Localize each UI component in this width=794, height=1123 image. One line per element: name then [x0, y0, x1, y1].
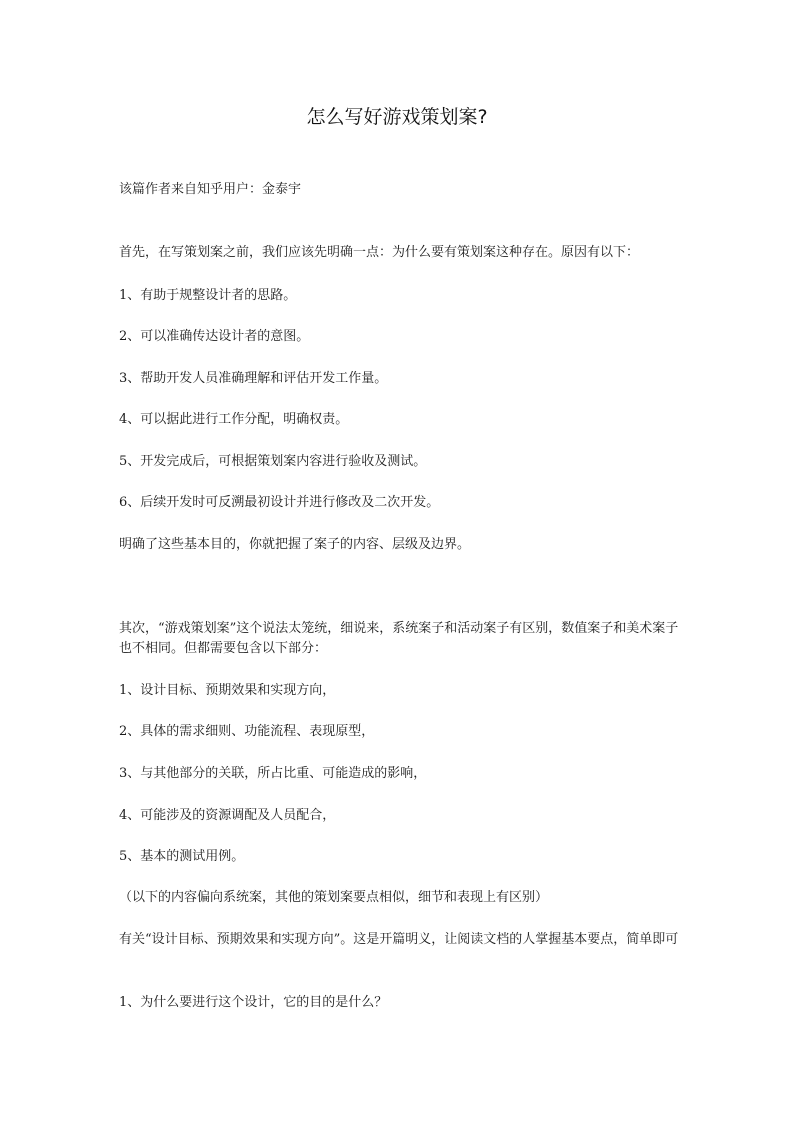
list-item: 3、帮助开发人员准确理解和评估开发工作量。 [119, 371, 388, 386]
document-title: 怎么写好游戏策划案? [306, 106, 488, 128]
note-paragraph: （以下的内容偏向系统案，其他的策划案要点相似，细节和表现上有区别） [119, 890, 549, 905]
section-paragraph: 有关“设计目标、预期效果和实现方向”。这是开篇明义，让阅读文档的人掌握基本要点，简单即可 [119, 932, 679, 947]
intro-paragraph: 首先，在写策划案之前，我们应该先明确一点：为什么要有策划案这种存在。原因有以下： [119, 245, 640, 260]
list-item: 2、可以准确传达设计者的意图。 [119, 329, 310, 344]
list-item: 5、基本的测试用例。 [119, 849, 245, 864]
list-item: 2、具体的需求细则、功能流程、表现原型， [119, 724, 375, 739]
list-item: 1、为什么要进行这个设计，它的目的是什么？ [119, 995, 388, 1010]
list-item: 5、开发完成后，可根据策划案内容进行验收及测试。 [119, 454, 427, 469]
list-item: 1、设计目标、预期效果和实现方向， [119, 683, 336, 698]
list-item: 4、可以据此进行工作分配，明确权责。 [119, 412, 349, 427]
summary-paragraph: 明确了这些基本目的，你就把握了案子的内容、层级及边界。 [119, 537, 471, 552]
list-item: 1、有助于规整设计者的思路。 [119, 288, 297, 303]
list-item: 4、可能涉及的资源调配及人员配合， [119, 808, 336, 823]
list-item: 3、与其他部分的关联，所占比重、可能造成的影响， [119, 766, 427, 781]
section-paragraph: 其次，“游戏策划案”这个说法太笼统，细说来，系统案子和活动案子有区别，数值案子和美术案子也不相同。但都需要包含以下部分： [119, 621, 679, 656]
list-item: 6、后续开发时可反溯最初设计并进行修改及二次开发。 [119, 495, 440, 510]
author-line: 该篇作者来自知乎用户：金泰宇 [119, 182, 302, 197]
